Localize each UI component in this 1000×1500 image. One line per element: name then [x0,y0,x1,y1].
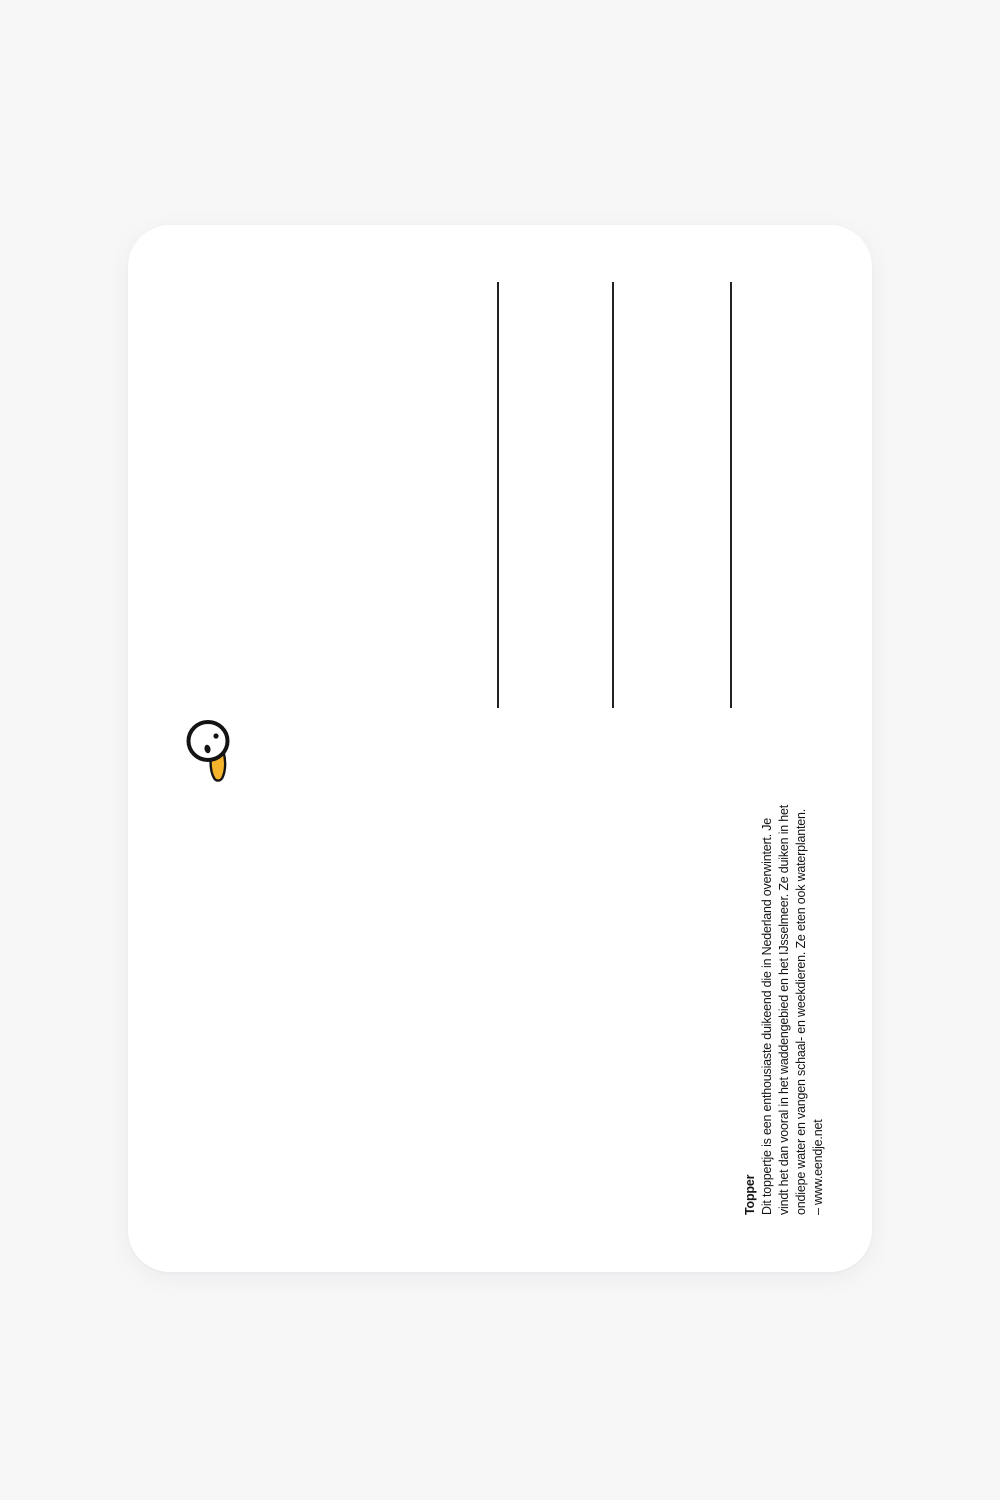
species-title: Topper [743,1174,757,1215]
address-writing-line-1 [497,282,499,708]
species-description-line-3: ondiepe water en vangen schaal- en weekdieren. Ze eten ook waterplanten. [794,808,808,1215]
website-url: – www.eendje.net [811,1119,825,1215]
address-writing-line-2 [612,282,614,708]
duck-head-icon [186,719,234,785]
species-info-text [742,803,827,1215]
postcard-back [128,225,872,1272]
address-writing-line-3 [730,282,732,708]
species-description-line-2: vindt het dan vooral in het waddengebied en het IJsselmeer. Ze duiken in het [777,804,791,1215]
species-description-line-1: Dit toppertje is een enthousiaste duikeend die in Nederland overwintert. Je [760,817,774,1215]
